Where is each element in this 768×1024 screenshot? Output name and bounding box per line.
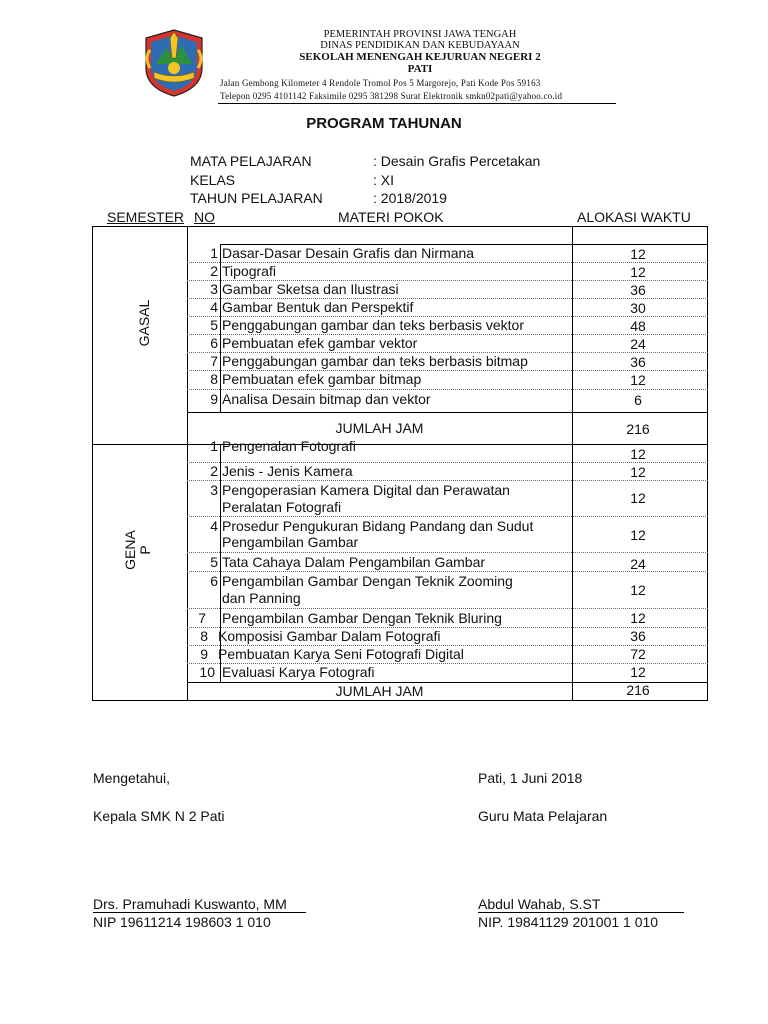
row-no: 8 (210, 371, 218, 387)
row-no: 5 (210, 317, 218, 333)
row-materi-line2: Peralatan Fotografi (222, 499, 342, 515)
table-border-top (92, 226, 708, 227)
row-no: 4 (210, 518, 218, 534)
row-jam: 30 (630, 300, 646, 316)
row-materi: Gambar Sketsa dan Ilustrasi (222, 281, 399, 297)
school-name: SEKOLAH MENENGAH KEJURUAN NEGERI 2 (299, 51, 541, 63)
class-value: : XI (373, 172, 395, 188)
row-materi: Pembuatan Karya Seni Fotografi Digital (218, 646, 464, 662)
row-no: 9 (210, 391, 218, 407)
jawa-tengah-crest-icon (140, 28, 208, 98)
row-materi: Komposisi Gambar Dalam Fotografi (218, 628, 441, 644)
page-title: PROGRAM TAHUNAN (306, 115, 462, 132)
row-no: 5 (210, 554, 218, 570)
row-no: 2 (210, 463, 218, 479)
semester-gasal-label: GASAL (136, 299, 152, 347)
total-value: 216 (626, 682, 650, 698)
row-no: 10 (199, 664, 215, 680)
table-line-semester-break (92, 444, 708, 445)
row-materi: Analisa Desain bitmap dan vektor (222, 391, 431, 407)
row-jam: 36 (630, 282, 646, 298)
row-jam: 12 (630, 372, 646, 388)
row-materi: Penggabungan gambar dan teks berbasis bitmap (222, 353, 528, 369)
row-jam: 12 (630, 246, 646, 262)
row-no: 7 (210, 353, 218, 369)
row-materi: Pengenalan Fotografi (222, 438, 356, 454)
table-line (187, 412, 708, 413)
row-jam: 12 (630, 582, 646, 598)
place-date: Pati, 1 Juni 2018 (478, 770, 583, 786)
row-jam: 24 (630, 336, 646, 352)
row-materi-line2: dan Panning (222, 590, 301, 606)
row-materi-line1: Pengambilan Gambar Dengan Teknik Zooming (222, 573, 513, 589)
teacher-role: Guru Mata Pelajaran (478, 808, 608, 824)
row-no: 3 (210, 482, 218, 498)
row-divider (187, 389, 708, 390)
table-divider-no-gasal (220, 244, 221, 412)
row-jam: 12 (630, 664, 646, 680)
row-jam: 24 (630, 556, 646, 572)
row-no: 9 (200, 646, 208, 662)
row-materi-line1: Prosedur Pengukuran Bidang Pandang dan Sudut (222, 518, 534, 534)
row-no: 6 (210, 573, 218, 589)
row-no: 2 (210, 263, 218, 279)
row-materi: Dasar-Dasar Desain Grafis dan Nirmana (222, 245, 475, 261)
row-jam: 36 (630, 354, 646, 370)
row-divider (187, 516, 708, 517)
teacher-name: Abdul Wahab, S.ST (478, 896, 684, 913)
year-value: : 2018/2019 (373, 190, 447, 206)
row-no: 4 (210, 299, 218, 315)
row-divider (187, 480, 708, 481)
row-materi: Pengambilan Gambar Dengan Teknik Bluring (222, 610, 502, 626)
subject-label: MATA PELAJARAN (190, 153, 312, 169)
row-no: 7 (198, 610, 206, 626)
teacher-nip: NIP. 19841129 201001 1 010 (478, 914, 659, 930)
letterhead-line-1: PEMERINTAH PROVINSI JAWA TENGAH (323, 29, 517, 40)
school-address: Jalan Gembong Kilometer 4 Rendole Tromol Pos 5 Margorejo, Pati Kode Pos 59163 (220, 78, 541, 88)
row-materi: Tipografi (222, 263, 276, 279)
row-materi: Evaluasi Karya Fotografi (222, 664, 375, 680)
row-jam: 36 (630, 628, 646, 644)
row-no: 1 (210, 245, 218, 261)
row-no: 1 (210, 438, 218, 454)
header-semester: SEMESTER (107, 209, 185, 225)
row-jam: 12 (630, 446, 646, 462)
row-materi: Penggabungan gambar dan teks berbasis vektor (222, 317, 524, 333)
row-jam: 72 (630, 646, 646, 662)
principal-name: Drs. Pramuhadi Kuswanto, MM (93, 896, 306, 913)
header-no: NO (194, 209, 215, 225)
row-no: 8 (200, 628, 208, 644)
semester-genap-label (123, 530, 153, 570)
row-jam: 12 (630, 264, 646, 280)
semester-genap-label-line1: GENA (122, 530, 138, 570)
semester-genap-label-line2: P (137, 545, 153, 555)
school-city: PATI (407, 63, 433, 75)
row-jam: 12 (630, 464, 646, 480)
letterhead-divider (218, 103, 616, 104)
row-divider (187, 608, 708, 609)
row-materi: Tata Cahaya Dalam Pengambilan Gambar (222, 554, 486, 570)
header-materi: MATERI POKOK (338, 209, 444, 225)
row-jam: 12 (630, 490, 646, 506)
letterhead-line-2: DINAS PENDIDIKAN DAN KEBUDAYAAN (320, 40, 520, 51)
row-materi-line1: Pengoperasian Kamera Digital dan Perawatan (222, 482, 510, 498)
row-divider (187, 552, 708, 553)
table-border-bottom (92, 700, 708, 701)
acknowledged-label: Mengetahui, (93, 770, 171, 786)
row-materi-line2: Pengambilan Gambar (222, 534, 359, 550)
principal-role: Kepala SMK N 2 Pati (93, 808, 225, 824)
principal-nip: NIP 19611214 198603 1 010 (93, 914, 271, 930)
total-value: 216 (626, 421, 650, 437)
row-jam: 48 (630, 318, 646, 334)
row-materi: Jenis - Jenis Kamera (222, 463, 353, 479)
row-materi: Pembuatan efek gambar vektor (222, 335, 418, 351)
row-jam: 6 (634, 392, 642, 408)
row-no: 3 (210, 281, 218, 297)
total-label: JUMLAH JAM (335, 420, 424, 436)
total-label: JUMLAH JAM (335, 683, 424, 699)
table-border-left (92, 226, 93, 700)
row-jam: 12 (630, 527, 646, 543)
header-alokasi: ALOKASI WAKTU (577, 209, 691, 225)
year-label: TAHUN PELAJARAN (190, 190, 323, 206)
row-materi: Pembuatan efek gambar bitmap (222, 371, 422, 387)
class-label: KELAS (190, 172, 236, 188)
school-contact: Telepon 0295 4101142 Faksimile 0295 381298 Surat Elektronik smkn02pati@yahoo.co.id (220, 91, 563, 101)
row-materi: Gambar Bentuk dan Perspektif (222, 299, 414, 315)
row-jam: 12 (630, 610, 646, 626)
subject-value: : Desain Grafis Percetakan (373, 153, 541, 169)
row-no: 6 (210, 335, 218, 351)
